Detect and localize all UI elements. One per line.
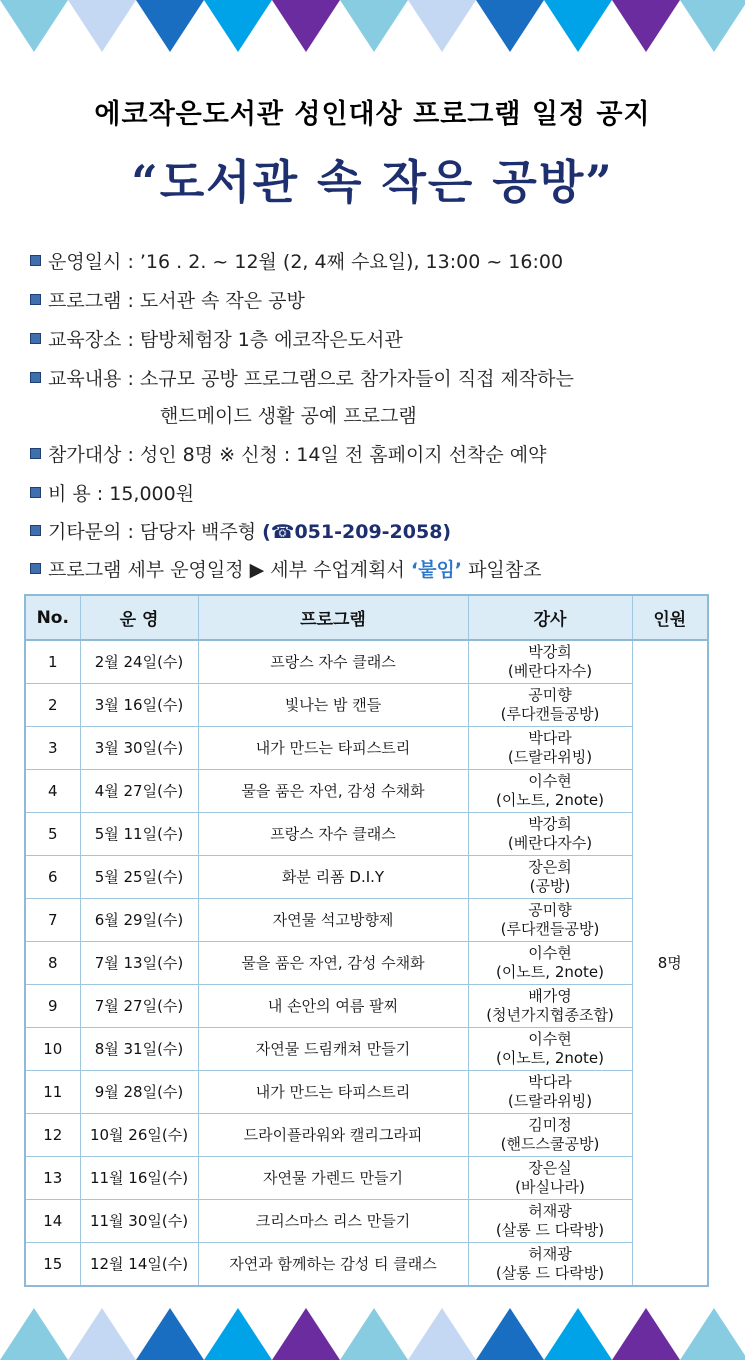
cell-no: 3 [25,727,80,770]
table-row [25,942,708,985]
table-row [25,1071,708,1114]
cell-lecturer [468,899,632,942]
info-line-details: 프로그램 세부 운영일정 ▶ 세부 수업계획서 ‘붙임’ 파일참조 [30,555,730,582]
cell-program: 프랑스 자수 클래스 [198,813,468,856]
table-row [25,899,708,942]
cell-lecturer [468,640,632,684]
cell-no: 1 [25,640,80,684]
lecturer-org: (베란다자수) [507,834,593,852]
bunting-flag [0,1308,68,1360]
program-title: “도서관 속 작은 공방” [131,155,614,209]
bunting-flag [408,0,476,52]
lecturer-name: 공미향 [528,901,572,919]
lecturer-name: 박강희 [528,815,572,833]
square-bullet-icon [30,372,41,383]
cell-lecturer [468,684,632,727]
cell-no: 7 [25,899,80,942]
table-row [25,684,708,727]
bunting-flag [68,0,136,52]
bunting-flag [544,1308,612,1360]
cell-no: 15 [25,1243,80,1287]
cell-capacity: 8명 [632,640,708,1286]
square-bullet-icon [30,255,41,266]
cell-lecturer [468,1200,632,1243]
lecturer-org: (이노트, 2note) [495,791,605,809]
lecturer-org: (청년가지협종조합) [486,1006,614,1024]
cell-date: 5월 11일(수) [80,813,198,856]
cell-date: 6월 29일(수) [80,899,198,942]
table-row [25,856,708,899]
cell-no: 9 [25,985,80,1028]
table-row [25,1243,708,1287]
cell-program: 내 손안의 여름 팔찌 [198,985,468,1028]
bunting-flag [272,1308,340,1360]
lecturer-name: 공미향 [528,686,572,704]
cell-program: 내가 만드는 타피스트리 [198,727,468,770]
cell-program: 내가 만드는 타피스트리 [198,1071,468,1114]
cell-program: 자연물 가렌드 만들기 [198,1157,468,1200]
info-line-fee: 비 용 : 15,000원 [30,479,730,506]
lecturer-name: 장은희 [528,858,572,876]
cell-lecturer [468,1028,632,1071]
bunting-flag [680,0,745,52]
attachment-label: ‘붙임’ [410,559,463,581]
header-date: 운 영 [80,595,198,640]
cell-date: 10월 26일(수) [80,1114,198,1157]
table-row [25,985,708,1028]
cell-lecturer [468,1071,632,1114]
table-row [25,1200,708,1243]
cell-no: 5 [25,813,80,856]
cell-lecturer [468,770,632,813]
lecturer-name: 박강희 [528,643,572,661]
info-line-schedule: 운영일시 : ’16 . 2. ~ 12월 (2, 4째 수요일), 13:00 ~ 16:00 [30,247,730,274]
cell-program: 크리스마스 리스 만들기 [198,1200,468,1243]
lecturer-org: (베란다자수) [507,662,593,680]
cell-no: 14 [25,1200,80,1243]
square-bullet-icon [30,448,41,459]
lecturer-name: 허재광 [528,1245,572,1263]
square-bullet-icon [30,563,41,574]
table-row [25,770,708,813]
info-line-location: 교육장소 : 탐방체험장 1층 에코작은도서관 [30,325,730,352]
lecturer-org: (살롱 드 다락방) [495,1264,605,1282]
bunting-flag [340,1308,408,1360]
cell-date: 5월 25일(수) [80,856,198,899]
header-capacity: 인원 [632,595,708,640]
cell-lecturer [468,942,632,985]
lecturer-name: 이수현 [528,1030,572,1048]
table-row [25,1114,708,1157]
cell-no: 8 [25,942,80,985]
lecturer-name: 박다라 [528,729,572,747]
cell-program: 화분 리폼 D.I.Y [198,856,468,899]
info-line-content: 교육내용 : 소규모 공방 프로그램으로 참가자들이 직접 제작하는 [30,364,730,391]
lecturer-name: 배가영 [528,987,572,1005]
bunting-flag [136,1308,204,1360]
lecturer-org: (핸드스쿨공방) [500,1135,600,1153]
cell-lecturer [468,856,632,899]
cell-date: 11월 30일(수) [80,1200,198,1243]
lecturer-org: (드랄라위빙) [507,748,593,766]
cell-date: 2월 24일(수) [80,640,198,684]
cell-date: 7월 13일(수) [80,942,198,985]
lecturer-org: (루다캔들공방) [500,705,600,723]
bunting-flag [476,1308,544,1360]
cell-lecturer [468,985,632,1028]
bunting-flag [476,0,544,52]
cell-date: 8월 31일(수) [80,1028,198,1071]
cell-program: 자연물 드림캐쳐 만들기 [198,1028,468,1071]
bunting-flag [612,1308,680,1360]
cell-date: 3월 30일(수) [80,727,198,770]
bunting-flag [204,1308,272,1360]
cell-date: 12월 14일(수) [80,1243,198,1287]
cell-program: 프랑스 자수 클래스 [198,640,468,684]
cell-program: 물을 품은 자연, 감성 수채화 [198,770,468,813]
bunting-flag [136,0,204,52]
header-no: No. [25,595,80,640]
bunting-flag [680,1308,745,1360]
lecturer-name: 김미정 [528,1116,572,1134]
table-row [25,1028,708,1071]
square-bullet-icon [30,294,41,305]
bunting-flag [408,1308,476,1360]
bunting-flag [544,0,612,52]
cell-date: 4월 27일(수) [80,770,198,813]
table-row [25,727,708,770]
square-bullet-icon [30,487,41,498]
cell-lecturer [468,813,632,856]
cell-program: 빛나는 밤 캔들 [198,684,468,727]
bunting-flag [612,0,680,52]
table-row [25,1157,708,1200]
cell-date: 3월 16일(수) [80,684,198,727]
lecturer-org: (공방) [529,877,571,895]
lecturer-org: (살롱 드 다락방) [495,1221,605,1239]
table-header-row [25,595,708,640]
cell-no: 4 [25,770,80,813]
contact-phone: (☎051-209-2058) [262,521,452,543]
lecturer-name: 허재광 [528,1202,572,1220]
schedule-table [24,594,709,1287]
info-line-contact: 기타문의 : 담당자 백주형 (☎051-209-2058) [30,517,730,544]
cell-lecturer [468,1243,632,1287]
bunting-flag [272,0,340,52]
lecturer-name: 이수현 [528,772,572,790]
header-lecturer: 강사 [468,595,632,640]
cell-no: 12 [25,1114,80,1157]
table-row [25,640,708,684]
info-line-program: 프로그램 : 도서관 속 작은 공방 [30,286,730,313]
square-bullet-icon [30,333,41,344]
top-bunting-decoration [0,0,745,55]
cell-lecturer [468,1157,632,1200]
lecturer-org: (루다캔들공방) [500,920,600,938]
bunting-flag [0,0,68,52]
cell-lecturer [468,1114,632,1157]
table-row [25,813,708,856]
notice-heading: 에코작은도서관 성인대상 프로그램 일정 공지 [94,99,651,130]
cell-no: 10 [25,1028,80,1071]
cell-date: 7월 27일(수) [80,985,198,1028]
lecturer-name: 이수현 [528,944,572,962]
cell-date: 9월 28일(수) [80,1071,198,1114]
bunting-flag [340,0,408,52]
lecturer-name: 장은실 [528,1159,572,1177]
cell-no: 13 [25,1157,80,1200]
cell-lecturer [468,727,632,770]
cell-program: 자연물 석고방향제 [198,899,468,942]
bunting-flag [68,1308,136,1360]
cell-program: 물을 품은 자연, 감성 수채화 [198,942,468,985]
lecturer-name: 박다라 [528,1073,572,1091]
cell-program: 자연과 함께하는 감성 티 클래스 [198,1243,468,1287]
lecturer-org: (바실나라) [515,1178,585,1196]
bottom-bunting-decoration [0,1305,745,1360]
cell-program: 드라이플라워와 캘리그라피 [198,1114,468,1157]
lecturer-org: (이노트, 2note) [495,1049,605,1067]
cell-no: 6 [25,856,80,899]
bunting-flag [204,0,272,52]
cell-date: 11월 16일(수) [80,1157,198,1200]
header-program: 프로그램 [198,595,468,640]
info-line-target: 참가대상 : 성인 8명 ※ 신청 : 14일 전 홈페이지 선착순 예약 [30,440,730,467]
cell-no: 11 [25,1071,80,1114]
lecturer-org: (드랄라위빙) [507,1092,593,1110]
lecturer-org: (이노트, 2note) [495,963,605,981]
cell-no: 2 [25,684,80,727]
square-bullet-icon [30,525,41,536]
